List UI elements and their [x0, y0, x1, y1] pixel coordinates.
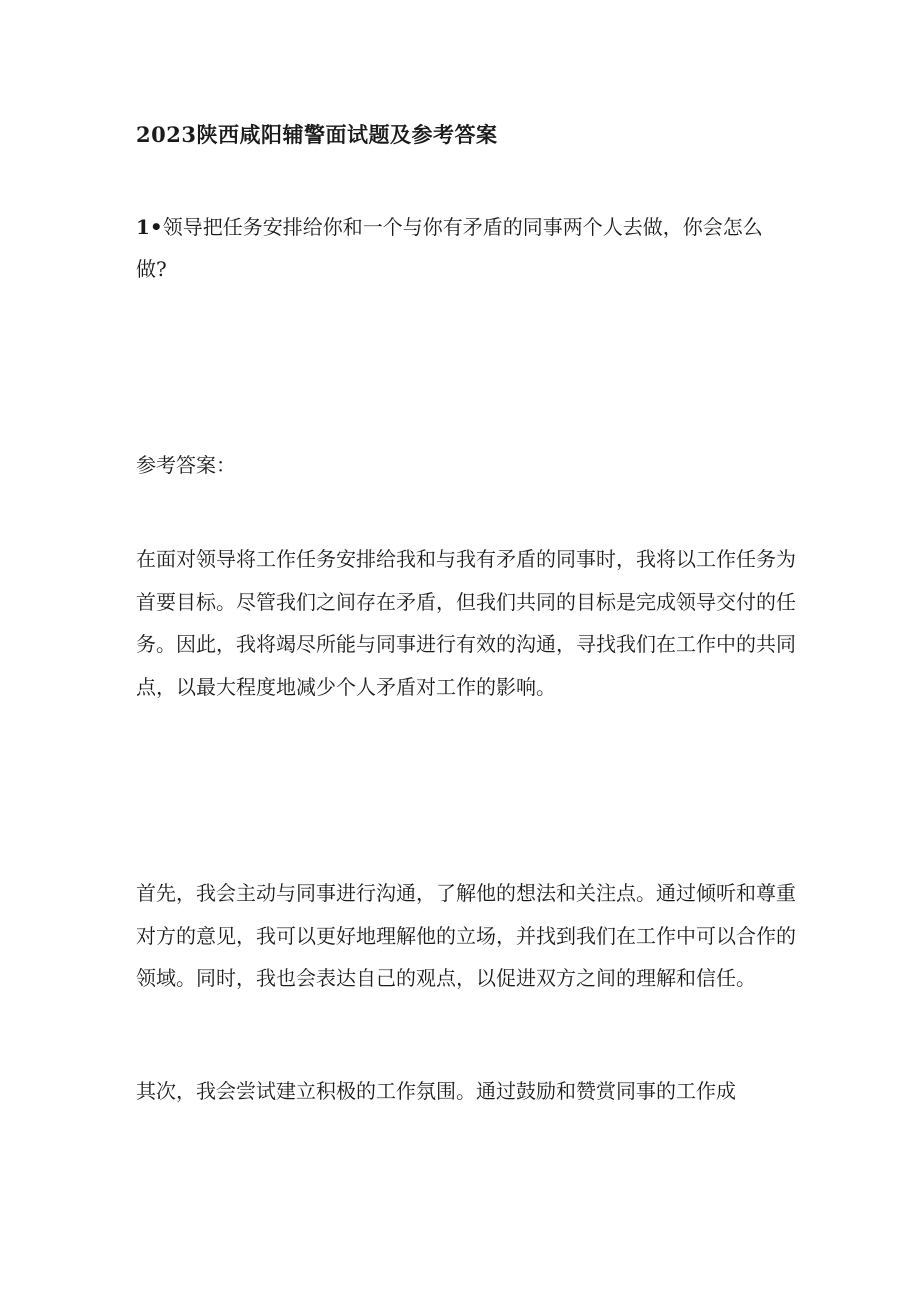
question-text: 领导把任务安排给你和一个与你有矛盾的同事两个人去做，你会怎么做?: [136, 215, 763, 281]
answer-paragraph: 其次，我会尝试建立积极的工作氛围。通过鼓励和赞赏同事的工作成: [136, 1079, 736, 1103]
question-1: [136, 206, 776, 290]
answer-paragraph: 首先，我会主动与同事进行沟通，了解他的想法和关注点。通过倾听和尊重对方的意见，我可以更好地理解他的立场，并找到我们在工作中可以合作的领域。同时，我也会表达自己的观点，以促进双方之间的理解和信任。: [136, 881, 796, 990]
document-title: 2023陕西咸阳辅警面试题及参考答案: [136, 122, 498, 147]
question-number: 1•: [136, 215, 163, 239]
answer-paragraph: 在面对领导将工作任务安排给我和与我有矛盾的同事时，我将以工作任务为首要目标。尽管我们之间存在矛盾，但我们共同的目标是完成领导交付的任务。因此，我将竭尽所能与同事进行有效的沟通，寻找我们在工作中的共同点，以最大程度地减少个人矛盾对工作的影响。: [136, 547, 796, 699]
answer-label: 参考答案：: [136, 453, 236, 477]
